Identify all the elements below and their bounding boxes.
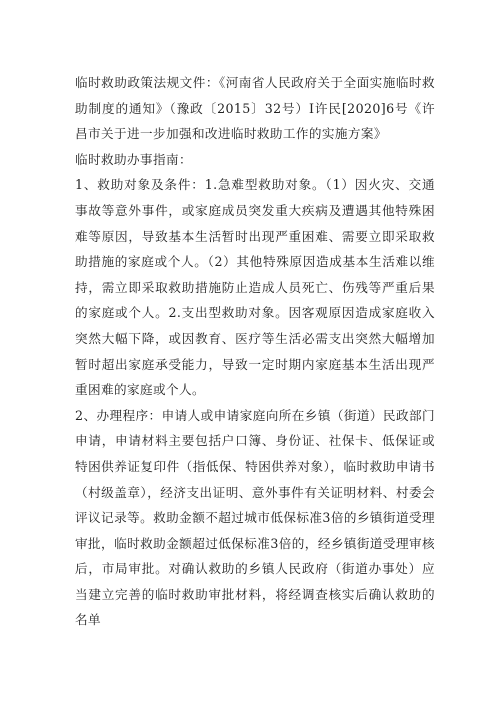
policy-documents-paragraph: 临时救助政策法规文件：《河南省人民政府关于全面实施临时救助制度的通知》（豫政〔2015〕32号）I许民[2020]6号《许昌市关于进一步加强和改进临时救助工作的实施方案》 (75, 75, 435, 142)
service-guide-heading: 临时救助办事指南： (75, 151, 192, 167)
eligibility-paragraph: 1、救助对象及条件：1.急难型救助对象。（1）因火灾、交通事故等意外事件，或家庭成员突发重大疾病及遭遇其他特殊困难等原因，导致基本生活暂时出现严重困难、需要立即采取救助措施的家庭或个人。（2）其他特殊原因造成基本生活难以维持，需立即采取救助措施防止造成人员死亡、伤残等严重后果的家庭或个人。2.支出型救助对象。因客观原因造成家庭收入突然大幅下降，或因教育、医疗等生活必需支出突然大幅增加暂时超出家庭承受能力，导致一定时期内家庭基本生活出现严重困难的家庭或个人。 (75, 177, 435, 398)
document-body (75, 70, 435, 633)
procedure-paragraph: 2、办理程序：申请人或申请家庭向所在乡镇（街道）民政部门申请，申请材料主要包括户口簿、身份证、社保卡、低保证或特困供养证复印件（指低保、特困供养对象），临时救助申请书（村级盖章），经济支出证明、意外事件有关证明材料、村委会评议记录等。救助金额不超过城市低保标准3倍的乡镇街道受理审批，临时救助金额超过低保标准3倍的，经乡镇街道受理审核后，市局审批。对确认救助的乡镇人民政府（街道办事处）应当建立完善的临时救助审批材料，将经调查核实后确认救助的名单 (75, 407, 435, 628)
